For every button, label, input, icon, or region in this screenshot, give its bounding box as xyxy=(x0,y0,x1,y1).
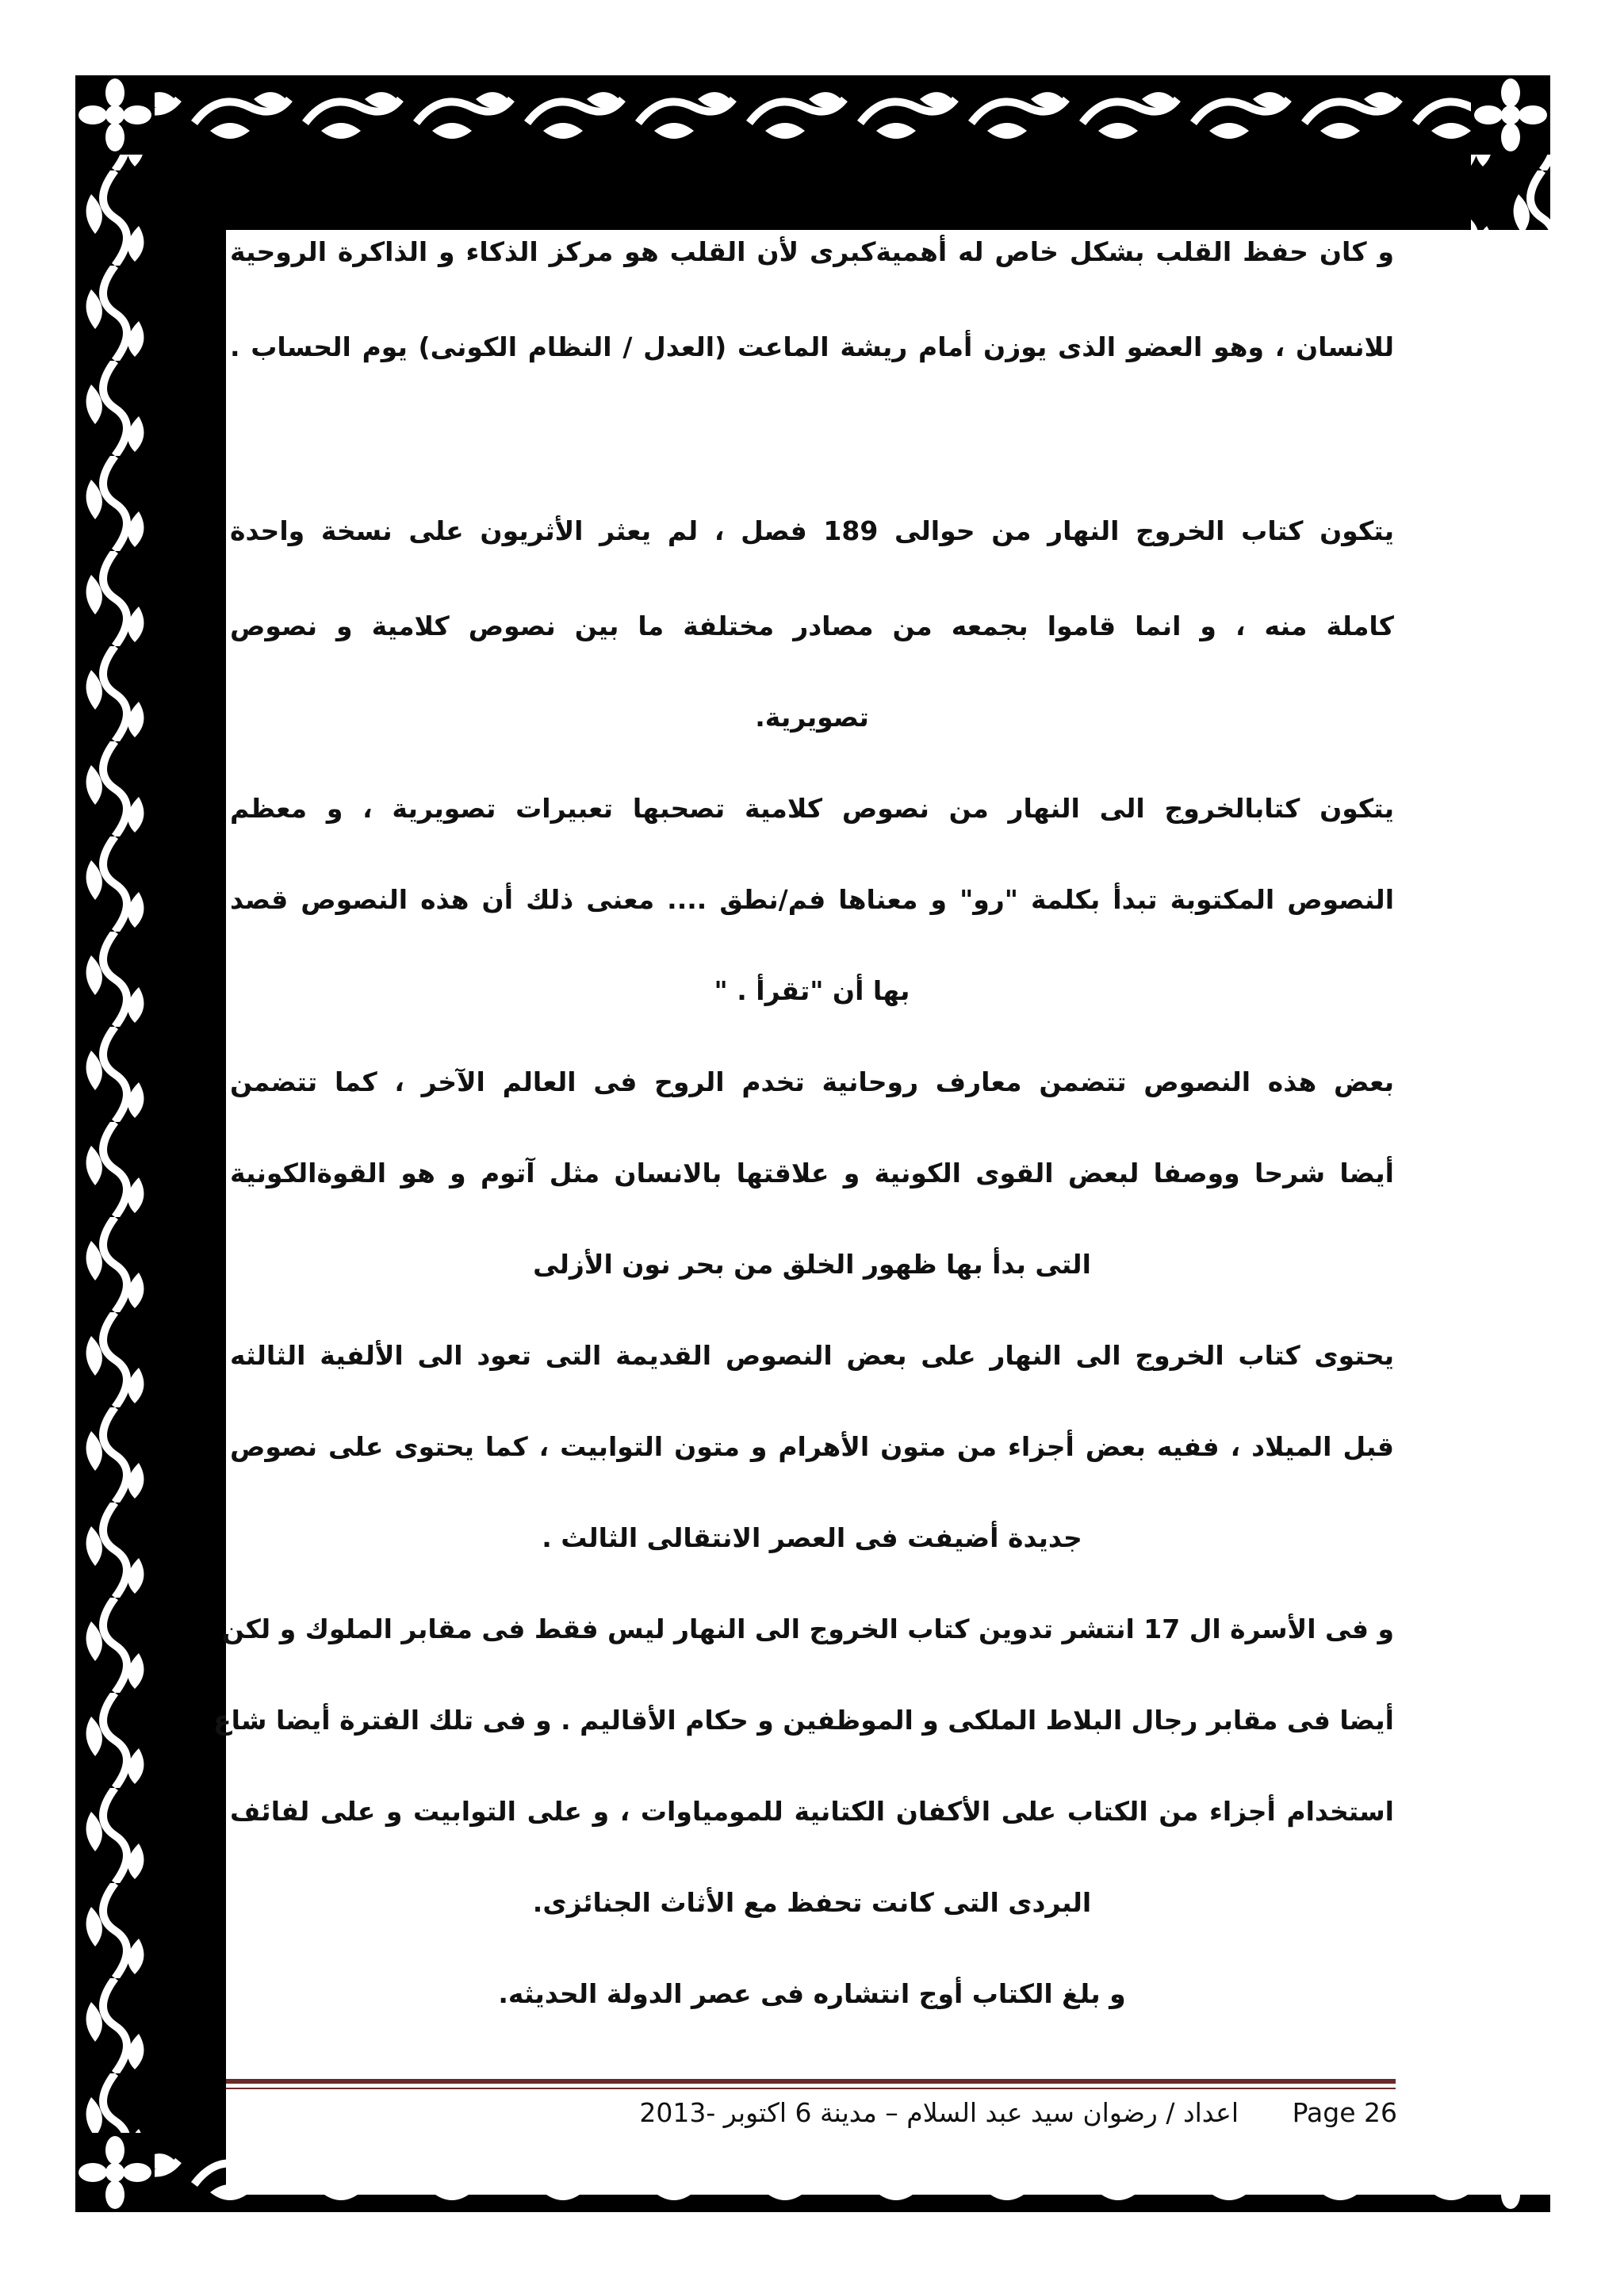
body-line: التى بدأ بها ظهور الخلق من بحر نون الأزلى xyxy=(533,1249,1091,1280)
body-line: أيضا شرحا ووصفا لبعض القوى الكونية و علاقتها بالانسان مثل آتوم و هو القوةالكونية xyxy=(230,1158,1394,1189)
body-line: و كان حفظ القلب بشكل خاص له أهميةكبرى لأن القلب هو مركز الذكاء و الذاكرة الروحية xyxy=(230,236,1394,267)
footer-rule xyxy=(226,2079,1396,2084)
body-line: و بلغ الكتاب أوج انتشاره فى عصر الدولة الحديثه. xyxy=(498,1978,1126,2009)
body-line: للانسان ، وهو العضو الذى يوزن أمام ريشة الماعت (العدل / النظام الكونى) يوم الحساب . xyxy=(230,331,1394,362)
body-line: جديدة أضيفت فى العصر الانتقالى الثالث . xyxy=(542,1522,1082,1553)
body-line: كاملة منه ، و انما قاموا بجمعه من مصادر مختلفة ما بين نصوص كلامية و نصوص xyxy=(230,611,1394,641)
body-line: استخدام أجزاء من الكتاب على الأكفان الكتانية للمومياوات ، و على التوابيت و على لفائف xyxy=(230,1796,1394,1827)
body-line: يتكون كتاب الخروج النهار من حوالى 189 فصل ، لم يعثر الأثريون على نسخة واحدة xyxy=(230,515,1394,546)
body-line: تصويرية. xyxy=(755,702,869,733)
page-number: Page 26 xyxy=(1292,2097,1397,2128)
body-line: أيضا فى مقابر رجال البلاط الملكى و الموظفين و حكام الأقاليم . و فى تلك الفترة أيضا شاع xyxy=(213,1705,1394,1736)
body-line: يحتوى كتاب الخروج الى النهار على بعض النصوص القديمة التى تعود الى الألفية الثالثه xyxy=(230,1340,1394,1371)
body-line: يتكون كتابالخروج الى النهار من نصوص كلامية تصحبها تعبيرات تصويرية ، و معظم xyxy=(230,793,1394,824)
body-line: بها أن "تقرأ . " xyxy=(714,975,910,1006)
body-line: البردى التى كانت تحفظ مع الأثاث الجنائزى. xyxy=(532,1887,1092,1918)
body-line: قبل الميلاد ، ففيه بعض أجزاء من متون الأهرام و متون التوابيت ، كما يحتوى على نصوص xyxy=(230,1431,1394,1462)
body-line: و فى الأسرة ال 17 انتشر تدوين كتاب الخروج الى النهار ليس فقط فى مقابر الملوك و لكن xyxy=(221,1614,1394,1644)
body-line: النصوص المكتوبة تبدأ بكلمة "رو" و معناها فم/نطق .... معنى ذلك أن هذه النصوص قصد xyxy=(230,884,1394,915)
footer-credit: اعداد / رضوان سيد عبد السلام – مدينة 6 اكتوبر -2013 xyxy=(639,2097,1239,2128)
body-line: بعض هذه النصوص تتضمن معارف روحانية تخدم الروح فى العالم الآخر ، كما تتضمن xyxy=(230,1066,1394,1097)
footer-rule-thin xyxy=(226,2088,1396,2089)
page-footer xyxy=(555,2097,1397,2137)
